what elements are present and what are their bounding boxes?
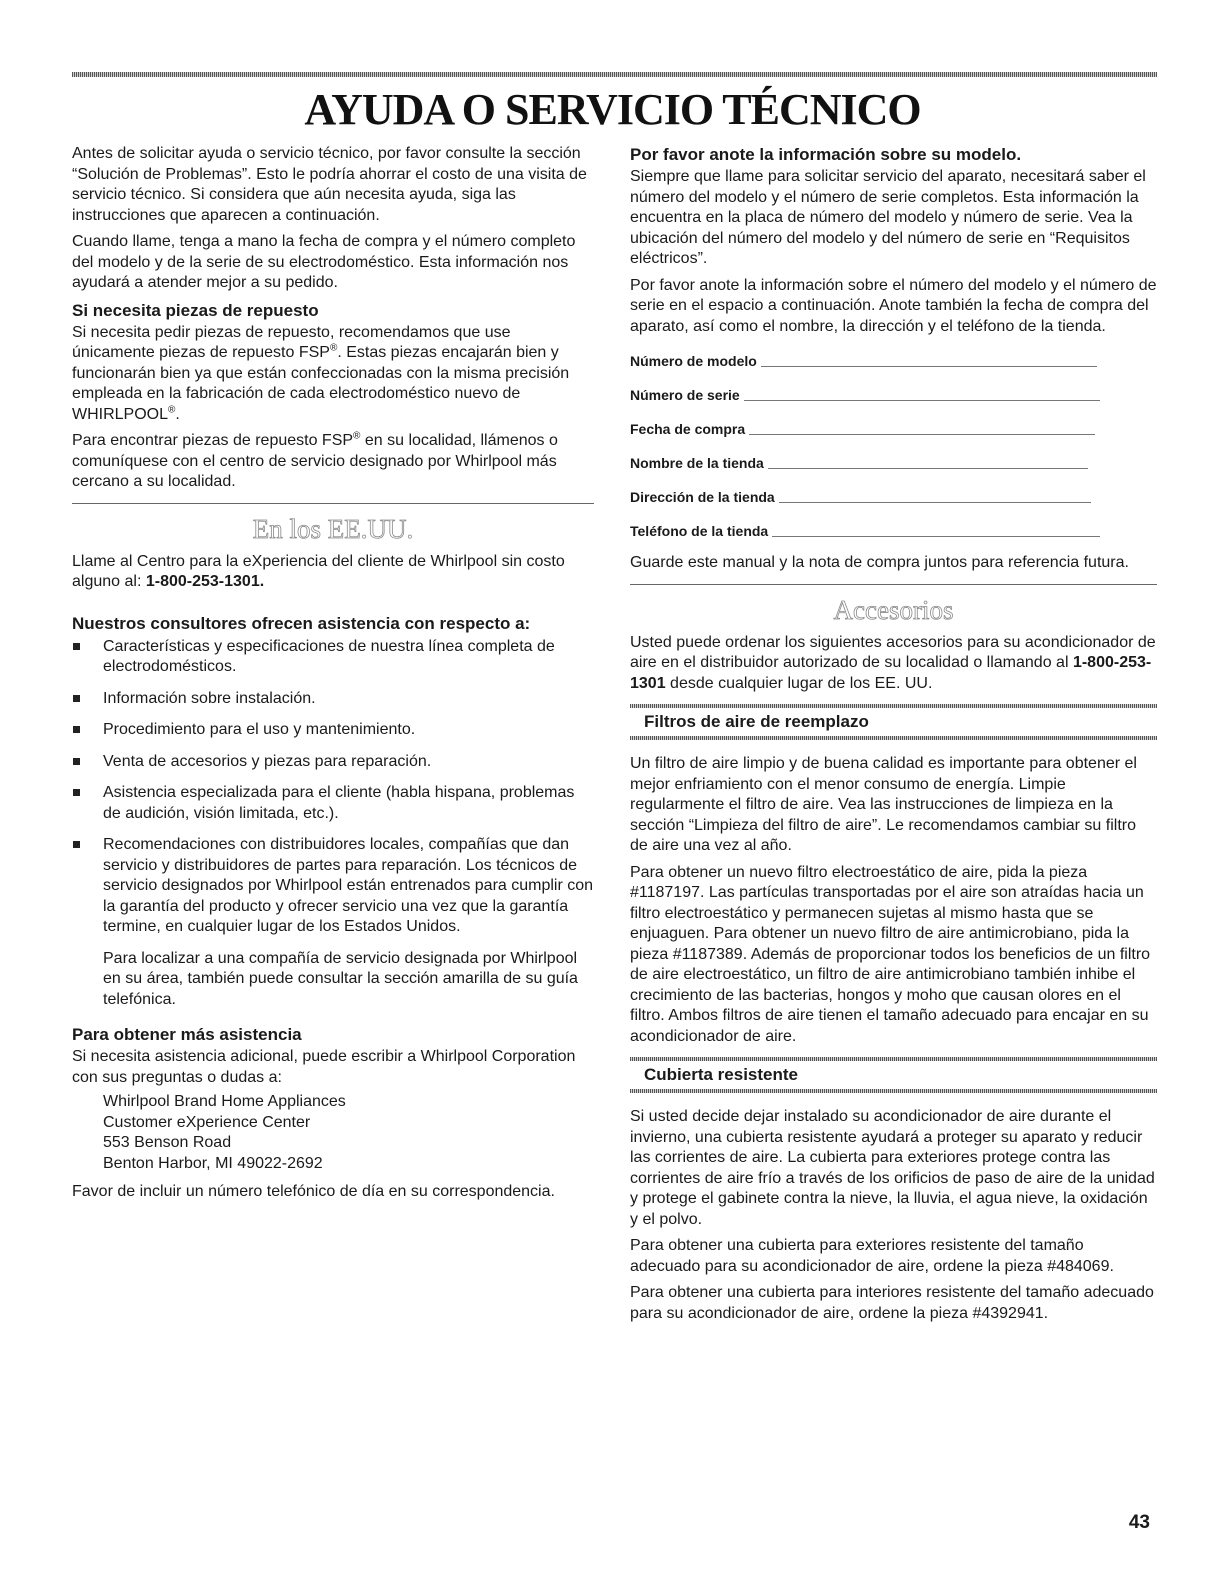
cover-heading-box [630,1057,1157,1093]
list-item: Asistencia especializada para el cliente (habla hispana, problemas de audición, visión limitada, etc.). [72,783,594,824]
top-dotted-rule [72,72,1157,77]
list-item: Características y especificaciones de nuestra línea completa de electrodomésticos. [72,637,594,678]
blank-line [768,468,1088,469]
left-column [72,144,594,1209]
cover-paragraph-2: Para obtener una cubierta para exteriores resistente del tamaño adecuado para su acondicionador de aire, ordene la pieza #484069. [630,1237,1114,1275]
replacement-parts-paragraph-2: Para encontrar piezas de repuesto FSP® en su localidad, llámenos o comuníquese con el centro de servicio designado por Whirlpool más cercano a su localidad. [72,430,558,490]
accessories-intro: Usted puede ordenar los siguientes accesorios para su acondicionador de aire en el distribuidor autorizado de su localidad o llamando al 1-800-253-1301 desde cualquier lugar de los EE. UU. [630,633,1156,692]
mailing-address [72,1092,594,1174]
section-divider [72,503,594,504]
address-line: Whirlpool Brand Home Appliances [103,1093,346,1110]
intro-paragraph-2: Cuando llame, tenga a mano la fecha de compra y el número completo del modelo y de la serie de su electrodoméstico. Esta información nos ayudará a atender mejor a su pedido. [72,233,576,291]
dotted-rule [630,704,1157,708]
blank-line [749,434,1095,435]
blank-line [744,400,1100,401]
page-number: 43 [1128,1512,1150,1533]
bullet-icon [73,695,80,702]
list-item: Recomendaciones con distribuidores locales, compañías que dan servicio y distribuidores de partes para reparación. Los técnicos de servicio designados por Whirlpool están entrenados para cumplir con la garantía del producto y ofrecer servicio una vez que la garantía termine, en cualquier lugar de los Estados Unidos. Para localizar a una compañía de servicio designada por Whirlpool en su área, también puede consultar la sección amarilla de su guía telefónica. [72,835,594,1010]
bullet-icon [73,841,80,848]
form-field-purchase-date: Fecha de compra [630,417,1157,439]
cover-paragraph-1: Si usted decide dejar instalado su acondicionador de aire durante el invierno, una cubierta resistente ayudará a proteger su aparato y reducir las corrientes de aire. La cubierta para exteriores protege contra las corrientes de aire frío a través de los orificios de paso de aire de la unidad y protege el gabinete contra la nieve, la lluvia, el agua nieve, la oxidación y el polvo. [630,1108,1155,1228]
address-line: 553 Benson Road [103,1134,232,1151]
filters-heading: Filtros de aire de reemplazo [644,712,869,731]
service-company-note: Para localizar a una compañía de servicio designada por Whirlpool en su área, también puede consultar la sección amarilla de su guía telefónica. [103,949,578,1008]
dotted-rule [630,736,1157,740]
bullet-icon [73,758,80,765]
blank-line [761,366,1097,367]
page-title: AYUDA O SERVICIO TÉCNICO [304,85,921,134]
filters-paragraph-1: Un filtro de aire limpio y de buena calidad es importante para obtener el mejor enfriamiento con el menor consumo de energía. Limpie regularmente el filtro de aire. Vea las instrucciones de limpieza en la sección “Limpieza del filtro de aire”. Le recomendamos cambiar su filtro de aire una vez al año. [630,755,1137,854]
model-info-heading: Por favor anote la información sobre su modelo. [630,145,1022,164]
dotted-rule [630,1089,1157,1093]
cover-paragraph-3: Para obtener una cubierta para interiores resistente del tamaño adecuado para su acondicionador de aire, ordene la pieza #4392941. [630,1284,1154,1322]
consultants-heading: Nuestros consultores ofrecen asistencia con respecto a: [72,613,531,633]
form-field-model-number: Número de modelo [630,349,1157,371]
filters-heading-box [630,704,1157,740]
form-field-serial-number: Número de serie [630,383,1157,405]
bullet-icon [73,726,80,733]
section-divider [630,584,1157,585]
accessories-phone-number: 1-800-253-1301 [630,654,1152,692]
cover-heading: Cubierta resistente [644,1065,798,1084]
blank-line [772,536,1100,537]
intro-paragraph-1: Antes de solicitar ayuda o servicio técnico, por favor consulte la sección “Solución de Problemas”. Esto le podría ahorrar el costo de una visita de servicio técnico. Si considera que aún necesita ayuda, siga las instrucciones que aparecen a continuación. [72,145,587,224]
filters-paragraph-2: Para obtener un nuevo filtro electroestático de aire, pida la pieza #1187197. Las partículas transportadas por el aire son atraídas hacia un filtro electroestático y permanecen sujetas al mismo hasta que se enjuaguen. Para obtener un nuevo filtro de aire antimicrobiano, pida la pieza #1187389. Además de proporcionar todos los beneficios de un filtro de aire electroestático, un filtro de aire antimicrobiano también inhibe el crecimiento de las bacterias, hongos y moho que causan olores en el filtro. Ambos filtros de aire tienen el tamaño adecuado para encajar en su acondicionador de aire. [630,863,1151,1045]
address-line: Benton Harbor, MI 49022-2692 [103,1154,323,1172]
model-info-paragraph-1: Siempre que llame para solicitar servicio del aparato, necesitará saber el número del modelo y el número de serie completos. Esta información la encuentra en la placa de número del modelo y número de serie. Vea la ubicación del número del modelo y del número de serie en “Requisitos eléctricos”. [630,168,1146,267]
more-help-intro: Si necesita asistencia adicional, puede escribir a Whirlpool Corporation con sus preguntas o dudas a: [72,1048,576,1086]
usa-heading: En los EE.UU. [252,513,414,544]
replacement-parts-paragraph-1: Si necesita pedir piezas de repuesto, recomendamos que use únicamente piezas de repuesto FSP®. Estas piezas encajarán bien y funcionarán bien ya que están confeccionadas con la misma precisión empleada en la fabricación de cada electrodoméstico nuevo de WHIRLPOOL®. [72,323,570,423]
list-item: Venta de accesorios y piezas para reparación. [72,752,594,773]
form-field-store-address: Dirección de la tienda [630,485,1157,507]
bullet-icon [73,643,80,650]
address-line: Customer eXperience Center [103,1113,311,1131]
model-info-paragraph-2: Por favor anote la información sobre el número del modelo y el número de serie en el espacio a continuación. Anote también la fecha de compra del aparato, así como el nombre, la dirección y el teléfono de la tienda. [630,276,1157,335]
more-help-closing: Favor de incluir un número telefónico de día en su correspondencia. [72,1183,555,1200]
model-info-closing: Guarde este manual y la nota de compra juntos para referencia futura. [630,554,1129,571]
form-field-store-name: Nombre de la tienda [630,451,1157,473]
list-item: Información sobre instalación. [72,689,594,710]
bullet-icon [73,789,80,796]
usa-phone-number: 1-800-253-1301. [145,573,265,590]
list-item: Procedimiento para el uso y mantenimiento. [72,720,594,741]
right-column [630,144,1157,1330]
dotted-rule [630,1057,1157,1061]
usa-call-paragraph: Llame al Centro para la eXperiencia del cliente de Whirlpool sin costo alguno al: 1-800-253-1301. [72,552,565,590]
accessories-heading: Accesorios [833,594,954,625]
replacement-parts-heading: Si necesita piezas de repuesto [72,300,319,320]
blank-line [779,502,1091,503]
consultants-list [72,637,594,1011]
form-field-store-phone: Teléfono de la tienda [630,519,1157,541]
more-help-heading: Para obtener más asistencia [72,1025,302,1044]
